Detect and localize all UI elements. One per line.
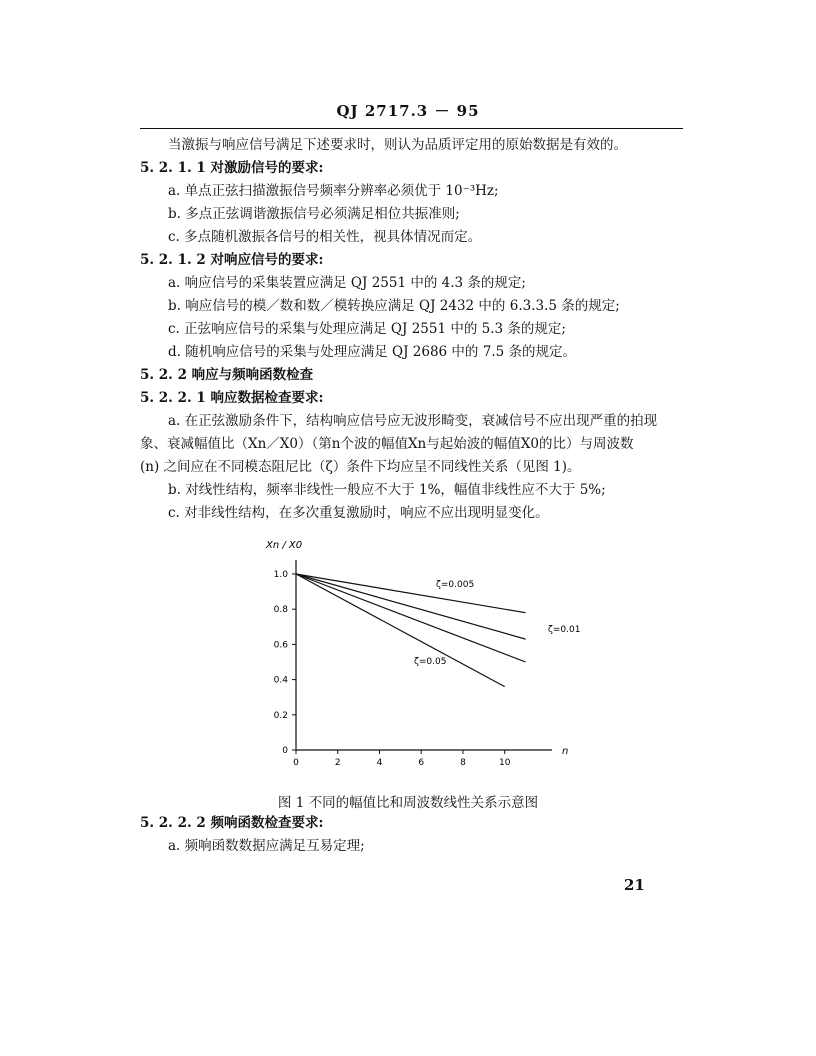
paragraph-line: 象、衰减幅值比（Xn／X0）（第n个波的幅值Xn与起始波的幅值X0的比）与周波数 [140,436,634,452]
series-label: ζ=0.05 [414,657,447,667]
series-line [296,574,526,662]
series-label: ζ=0.005 [436,580,475,590]
section-5-2-2-2-heading: 5. 2. 2. 2 频响函数检查要求: [140,815,324,831]
x-tick-label: 8 [460,758,466,768]
x-tick-label: 10 [498,758,511,768]
list-item: a. 单点正弦扫描激振信号频率分辨率必须优于 10⁻³Hz; [168,183,499,199]
paragraph-line: a. 在正弦激励条件下，结构响应信号应无波形畸变，衰减信号不应出现严重的拍现 [168,413,658,429]
section-5-2-1-2-heading: 5. 2. 1. 2 对响应信号的要求: [140,252,324,268]
figure-caption: 图 1 不同的幅值比和周波数线性关系示意图 [277,795,539,811]
y-tick-label: 0.6 [273,640,288,651]
y-tick-label: 0.8 [273,605,288,616]
x-axis-label: n [562,746,569,757]
series-line [296,574,505,687]
list-item: a. 频响函数数据应满足互易定理; [168,838,365,854]
section-5-2-1-1-heading: 5. 2. 1. 1 对激励信号的要求: [140,160,324,176]
list-item: c. 对非线性结构，在多次重复激励时，响应不应出现明显变化。 [168,505,549,521]
damping-ratio-chart [240,528,581,778]
list-item: b. 多点正弦调谐激振信号必须满足相位共振准则; [168,206,460,222]
paragraph-line: (n) 之间应在不同模态阻尼比（ζ）条件下均应呈不同线性关系（见图 1)。 [140,459,581,475]
header-rule [140,128,683,129]
x-tick-label: 2 [334,758,341,768]
section-5-2-2-1-heading: 5. 2. 2. 1 响应数据检查要求: [140,390,324,406]
intro-line: 当激振与响应信号满足下述要求时，则认为品质评定用的原始数据是有效的。 [168,137,627,153]
section-5-2-2-heading: 5. 2. 2 响应与频响函数检查 [140,367,314,383]
x-tick-label: 0 [293,758,299,768]
list-item: c. 多点随机激振各信号的相关性，视具体情况而定。 [168,229,482,245]
list-item: d. 随机响应信号的采集与处理应满足 QJ 2686 中的 7.5 条的规定。 [168,344,576,360]
document-code-header: QJ 2717.3 － 95 [336,102,480,120]
list-item: b. 对线性结构，频率非线性一般应不大于 1%，幅值非线性应不大于 5%; [168,482,606,498]
x-tick-label: 6 [418,758,425,768]
y-tick-label: 0.2 [273,710,288,721]
x-tick-label: 4 [376,758,383,768]
list-item: b. 响应信号的模／数和数／模转换应满足 QJ 2432 中的 6.3.3.5 条的规定; [168,298,620,314]
y-tick-label: 0.4 [273,675,288,686]
y-tick-label: 1.0 [273,570,288,580]
y-axis-label: Xn / X0 [266,540,303,551]
y-tick-label: 0 [282,746,288,756]
list-item: a. 响应信号的采集装置应满足 QJ 2551 中的 4.3 条的规定; [168,275,526,291]
page-number: 21 [624,876,645,894]
series-label: ζ=0.01 [548,625,581,635]
list-item: c. 正弦响应信号的采集与处理应满足 QJ 2551 中的 5.3 条的规定; [168,321,566,337]
